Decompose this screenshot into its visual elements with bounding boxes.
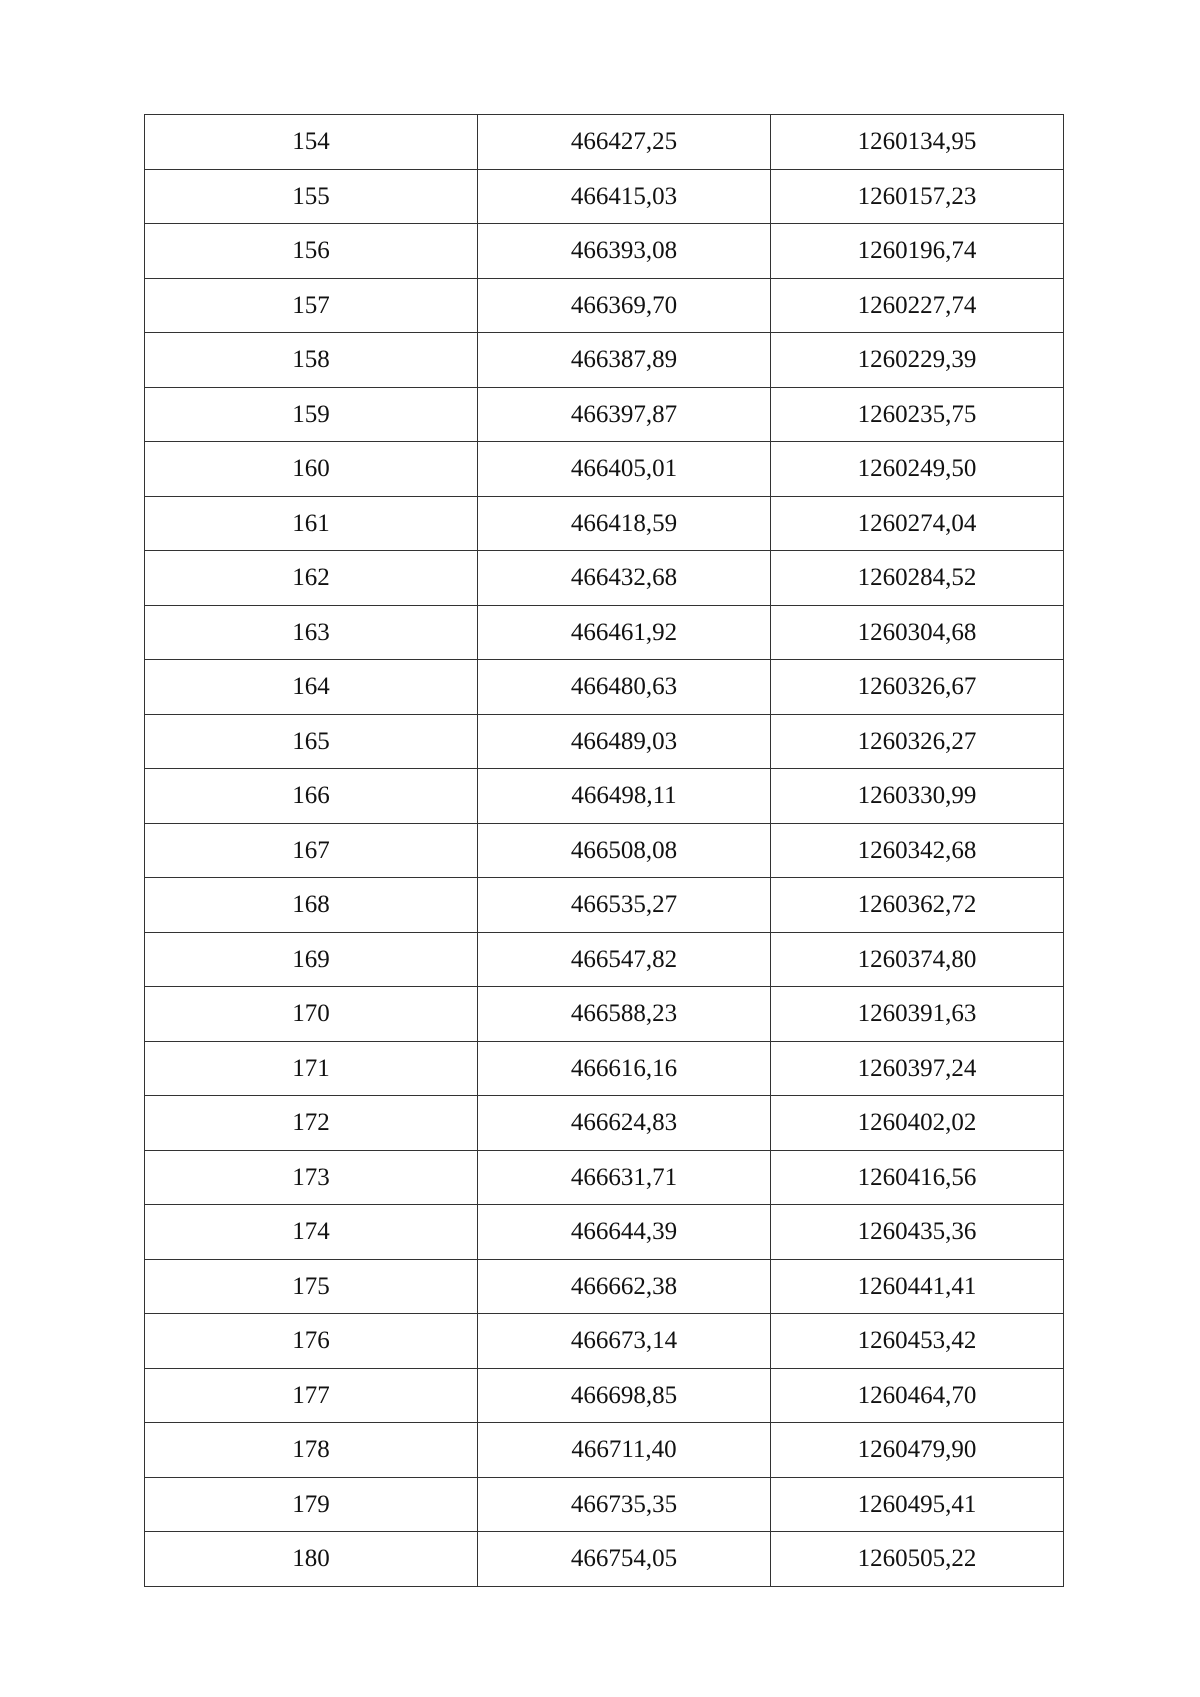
y-coordinate-cell: 1260435,36 — [771, 1205, 1064, 1260]
x-coordinate-cell: 466535,27 — [478, 878, 771, 933]
y-coordinate-cell: 1260330,99 — [771, 769, 1064, 824]
y-coordinate-cell: 1260441,41 — [771, 1259, 1064, 1314]
x-coordinate-cell: 466698,85 — [478, 1368, 771, 1423]
x-coordinate-cell: 466489,03 — [478, 714, 771, 769]
x-coordinate-cell: 466387,89 — [478, 333, 771, 388]
table-row — [145, 714, 1064, 769]
y-coordinate-cell: 1260249,50 — [771, 442, 1064, 497]
x-coordinate-cell: 466662,38 — [478, 1259, 771, 1314]
table-row — [145, 1150, 1064, 1205]
point-number-cell: 160 — [145, 442, 478, 497]
x-coordinate-cell: 466498,11 — [478, 769, 771, 824]
point-number-cell: 180 — [145, 1532, 478, 1587]
point-number-cell: 166 — [145, 769, 478, 824]
point-number-cell: 159 — [145, 387, 478, 442]
table-row — [145, 1314, 1064, 1369]
point-number-cell: 178 — [145, 1423, 478, 1478]
y-coordinate-cell: 1260227,74 — [771, 278, 1064, 333]
point-number-cell: 179 — [145, 1477, 478, 1532]
y-coordinate-cell: 1260397,24 — [771, 1041, 1064, 1096]
x-coordinate-cell: 466547,82 — [478, 932, 771, 987]
table-row — [145, 115, 1064, 170]
y-coordinate-cell: 1260505,22 — [771, 1532, 1064, 1587]
table-row — [145, 1096, 1064, 1151]
x-coordinate-cell: 466427,25 — [478, 115, 771, 170]
y-coordinate-cell: 1260479,90 — [771, 1423, 1064, 1478]
x-coordinate-cell: 466711,40 — [478, 1423, 771, 1478]
x-coordinate-cell: 466735,35 — [478, 1477, 771, 1532]
y-coordinate-cell: 1260134,95 — [771, 115, 1064, 170]
x-coordinate-cell: 466616,16 — [478, 1041, 771, 1096]
x-coordinate-cell: 466432,68 — [478, 551, 771, 606]
y-coordinate-cell: 1260391,63 — [771, 987, 1064, 1042]
table-row — [145, 169, 1064, 224]
x-coordinate-cell: 466624,83 — [478, 1096, 771, 1151]
table-row — [145, 333, 1064, 388]
x-coordinate-cell: 466415,03 — [478, 169, 771, 224]
x-coordinate-cell: 466480,63 — [478, 660, 771, 715]
x-coordinate-cell: 466588,23 — [478, 987, 771, 1042]
point-number-cell: 170 — [145, 987, 478, 1042]
y-coordinate-cell: 1260229,39 — [771, 333, 1064, 388]
x-coordinate-cell: 466418,59 — [478, 496, 771, 551]
table-row — [145, 1041, 1064, 1096]
point-number-cell: 176 — [145, 1314, 478, 1369]
y-coordinate-cell: 1260235,75 — [771, 387, 1064, 442]
table-row — [145, 1205, 1064, 1260]
y-coordinate-cell: 1260326,27 — [771, 714, 1064, 769]
table-row — [145, 1477, 1064, 1532]
x-coordinate-cell: 466631,71 — [478, 1150, 771, 1205]
point-number-cell: 177 — [145, 1368, 478, 1423]
y-coordinate-cell: 1260464,70 — [771, 1368, 1064, 1423]
x-coordinate-cell: 466369,70 — [478, 278, 771, 333]
y-coordinate-cell: 1260362,72 — [771, 878, 1064, 933]
y-coordinate-cell: 1260402,02 — [771, 1096, 1064, 1151]
point-number-cell: 164 — [145, 660, 478, 715]
coordinates-table — [144, 114, 1064, 1587]
table-row — [145, 1423, 1064, 1478]
table-row — [145, 496, 1064, 551]
y-coordinate-cell: 1260495,41 — [771, 1477, 1064, 1532]
y-coordinate-cell: 1260284,52 — [771, 551, 1064, 606]
y-coordinate-cell: 1260326,67 — [771, 660, 1064, 715]
x-coordinate-cell: 466461,92 — [478, 605, 771, 660]
point-number-cell: 169 — [145, 932, 478, 987]
table-row — [145, 932, 1064, 987]
point-number-cell: 161 — [145, 496, 478, 551]
y-coordinate-cell: 1260342,68 — [771, 823, 1064, 878]
table-row — [145, 1368, 1064, 1423]
point-number-cell: 165 — [145, 714, 478, 769]
y-coordinate-cell: 1260157,23 — [771, 169, 1064, 224]
point-number-cell: 163 — [145, 605, 478, 660]
x-coordinate-cell: 466673,14 — [478, 1314, 771, 1369]
point-number-cell: 168 — [145, 878, 478, 933]
table-row — [145, 224, 1064, 279]
table-row — [145, 769, 1064, 824]
x-coordinate-cell: 466393,08 — [478, 224, 771, 279]
y-coordinate-cell: 1260374,80 — [771, 932, 1064, 987]
point-number-cell: 173 — [145, 1150, 478, 1205]
table-row — [145, 387, 1064, 442]
point-number-cell: 175 — [145, 1259, 478, 1314]
y-coordinate-cell: 1260196,74 — [771, 224, 1064, 279]
point-number-cell: 157 — [145, 278, 478, 333]
table-row — [145, 278, 1064, 333]
y-coordinate-cell: 1260274,04 — [771, 496, 1064, 551]
coordinates-table-body — [145, 115, 1064, 1587]
x-coordinate-cell: 466644,39 — [478, 1205, 771, 1260]
y-coordinate-cell: 1260453,42 — [771, 1314, 1064, 1369]
point-number-cell: 162 — [145, 551, 478, 606]
table-row — [145, 1259, 1064, 1314]
point-number-cell: 174 — [145, 1205, 478, 1260]
y-coordinate-cell: 1260304,68 — [771, 605, 1064, 660]
x-coordinate-cell: 466397,87 — [478, 387, 771, 442]
table-row — [145, 605, 1064, 660]
point-number-cell: 171 — [145, 1041, 478, 1096]
x-coordinate-cell: 466405,01 — [478, 442, 771, 497]
table-row — [145, 660, 1064, 715]
table-row — [145, 823, 1064, 878]
table-row — [145, 1532, 1064, 1587]
table-row — [145, 987, 1064, 1042]
point-number-cell: 167 — [145, 823, 478, 878]
table-row — [145, 878, 1064, 933]
y-coordinate-cell: 1260416,56 — [771, 1150, 1064, 1205]
point-number-cell: 158 — [145, 333, 478, 388]
point-number-cell: 156 — [145, 224, 478, 279]
point-number-cell: 172 — [145, 1096, 478, 1151]
table-row — [145, 442, 1064, 497]
x-coordinate-cell: 466508,08 — [478, 823, 771, 878]
table-row — [145, 551, 1064, 606]
point-number-cell: 154 — [145, 115, 478, 170]
point-number-cell: 155 — [145, 169, 478, 224]
x-coordinate-cell: 466754,05 — [478, 1532, 771, 1587]
